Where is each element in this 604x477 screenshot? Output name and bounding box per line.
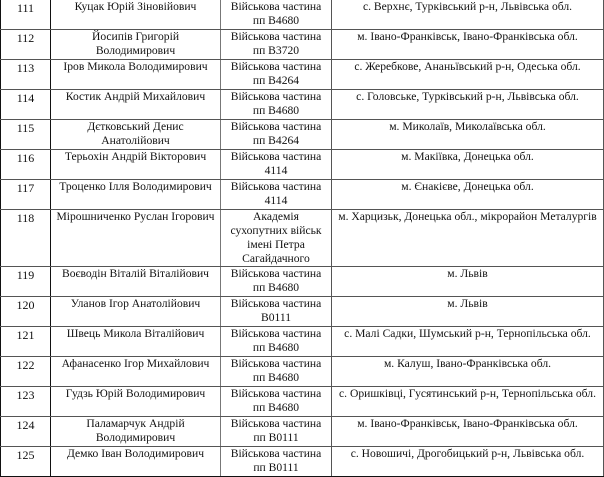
row-number: 122 xyxy=(1,357,51,387)
military-unit: Військова частина 4114 xyxy=(221,180,332,210)
row-number: 111 xyxy=(1,0,51,30)
table-row xyxy=(1,267,604,297)
table-row xyxy=(1,327,604,357)
location: м. Макіївка, Донецька обл. xyxy=(332,150,604,180)
row-number: 125 xyxy=(1,447,51,477)
table-row xyxy=(1,180,604,210)
table-row xyxy=(1,417,604,447)
location: м. Калуш, Івано-Франківська обл. xyxy=(332,357,604,387)
person-name: Гудзь Юрій Володимирович xyxy=(51,387,221,417)
person-name: Воєводін Віталій Віталійович xyxy=(51,267,221,297)
military-unit: Військова частина В0111 xyxy=(221,297,332,327)
military-unit: Військова частина пп В4680 xyxy=(221,327,332,357)
row-number: 123 xyxy=(1,387,51,417)
table-row xyxy=(1,150,604,180)
person-name: Троценко Ілля Володимирович xyxy=(51,180,221,210)
table-row xyxy=(1,210,604,267)
row-number: 121 xyxy=(1,327,51,357)
table-row xyxy=(1,120,604,150)
location: м. Івано-Франківськ, Івано-Франківська обл. xyxy=(332,417,604,447)
table-row xyxy=(1,447,604,477)
military-unit: Військова частина пп В0111 xyxy=(221,417,332,447)
person-name: Куцак Юрій Зіновійович xyxy=(51,0,221,30)
military-unit: Військова частина пп В3720 xyxy=(221,30,332,60)
location: м. Єнакієве, Донецька обл. xyxy=(332,180,604,210)
military-unit: Військова частина пп В4680 xyxy=(221,357,332,387)
military-unit: Військова частина пп В4680 xyxy=(221,90,332,120)
row-number: 117 xyxy=(1,180,51,210)
person-name: Паламарчук Андрій Володимирович xyxy=(51,417,221,447)
row-number: 120 xyxy=(1,297,51,327)
military-unit: Військова частина пп В4680 xyxy=(221,267,332,297)
person-name: Терьохін Андрій Вікторович xyxy=(51,150,221,180)
military-unit: Військова частина пп В4264 xyxy=(221,120,332,150)
row-number: 119 xyxy=(1,267,51,297)
location: с. Малі Садки, Шумський р-н, Тернопільська обл. xyxy=(332,327,604,357)
military-unit: Військова частина 4114 xyxy=(221,150,332,180)
table-row xyxy=(1,60,604,90)
row-number: 118 xyxy=(1,210,51,267)
table-row xyxy=(1,297,604,327)
military-unit: Академія сухопутних військ імені Петра Сагайдачного xyxy=(221,210,332,267)
table-row xyxy=(1,30,604,60)
row-number: 113 xyxy=(1,60,51,90)
row-number: 112 xyxy=(1,30,51,60)
military-unit: Військова частина пп В4680 xyxy=(221,0,332,30)
location: с. Оришківці, Гусятинський р-н, Тернопільська обл. xyxy=(332,387,604,417)
location: с. Новошичі, Дрогобицький р-н, Львівська обл. xyxy=(332,447,604,477)
location: м. Львів xyxy=(332,297,604,327)
table-row xyxy=(1,90,604,120)
person-name: Швець Микола Віталійович xyxy=(51,327,221,357)
table-row xyxy=(1,387,604,417)
person-name: Йосипів Григорій Володимирович xyxy=(51,30,221,60)
person-name: Демко Іван Володимирович xyxy=(51,447,221,477)
military-unit: Військова частина пп В4264 xyxy=(221,60,332,90)
person-name: Дєтковський Денис Анатолійович xyxy=(51,120,221,150)
person-name: Мірошниченко Руслан Ігорович xyxy=(51,210,221,267)
row-number: 124 xyxy=(1,417,51,447)
person-name: Костик Андрій Михайлович xyxy=(51,90,221,120)
military-unit: Військова частина пп В0111 xyxy=(221,447,332,477)
row-number: 114 xyxy=(1,90,51,120)
location: с. Жеребкове, Ананьївський р-н, Одеська обл. xyxy=(332,60,604,90)
person-name: Афанасенко Ігор Михайлович xyxy=(51,357,221,387)
table-row xyxy=(1,0,604,30)
location: м. Миколаїв, Миколаївська обл. xyxy=(332,120,604,150)
row-number: 116 xyxy=(1,150,51,180)
military-unit: Військова частина пп В4680 xyxy=(221,387,332,417)
location: м. Харцизьк, Донецька обл., мікрорайон Металургів xyxy=(332,210,604,267)
table-row xyxy=(1,357,604,387)
location: м. Івано-Франківськ, Івано-Франківська обл. xyxy=(332,30,604,60)
location: м. Львів xyxy=(332,267,604,297)
location: с. Верхнє, Турківський р-н, Львівська обл. xyxy=(332,0,604,30)
row-number: 115 xyxy=(1,120,51,150)
person-name: Уланов Ігор Анатолійович xyxy=(51,297,221,327)
location: с. Головське, Турківський р-н, Львівська обл. xyxy=(332,90,604,120)
person-name: Іров Микола Володимирович xyxy=(51,60,221,90)
